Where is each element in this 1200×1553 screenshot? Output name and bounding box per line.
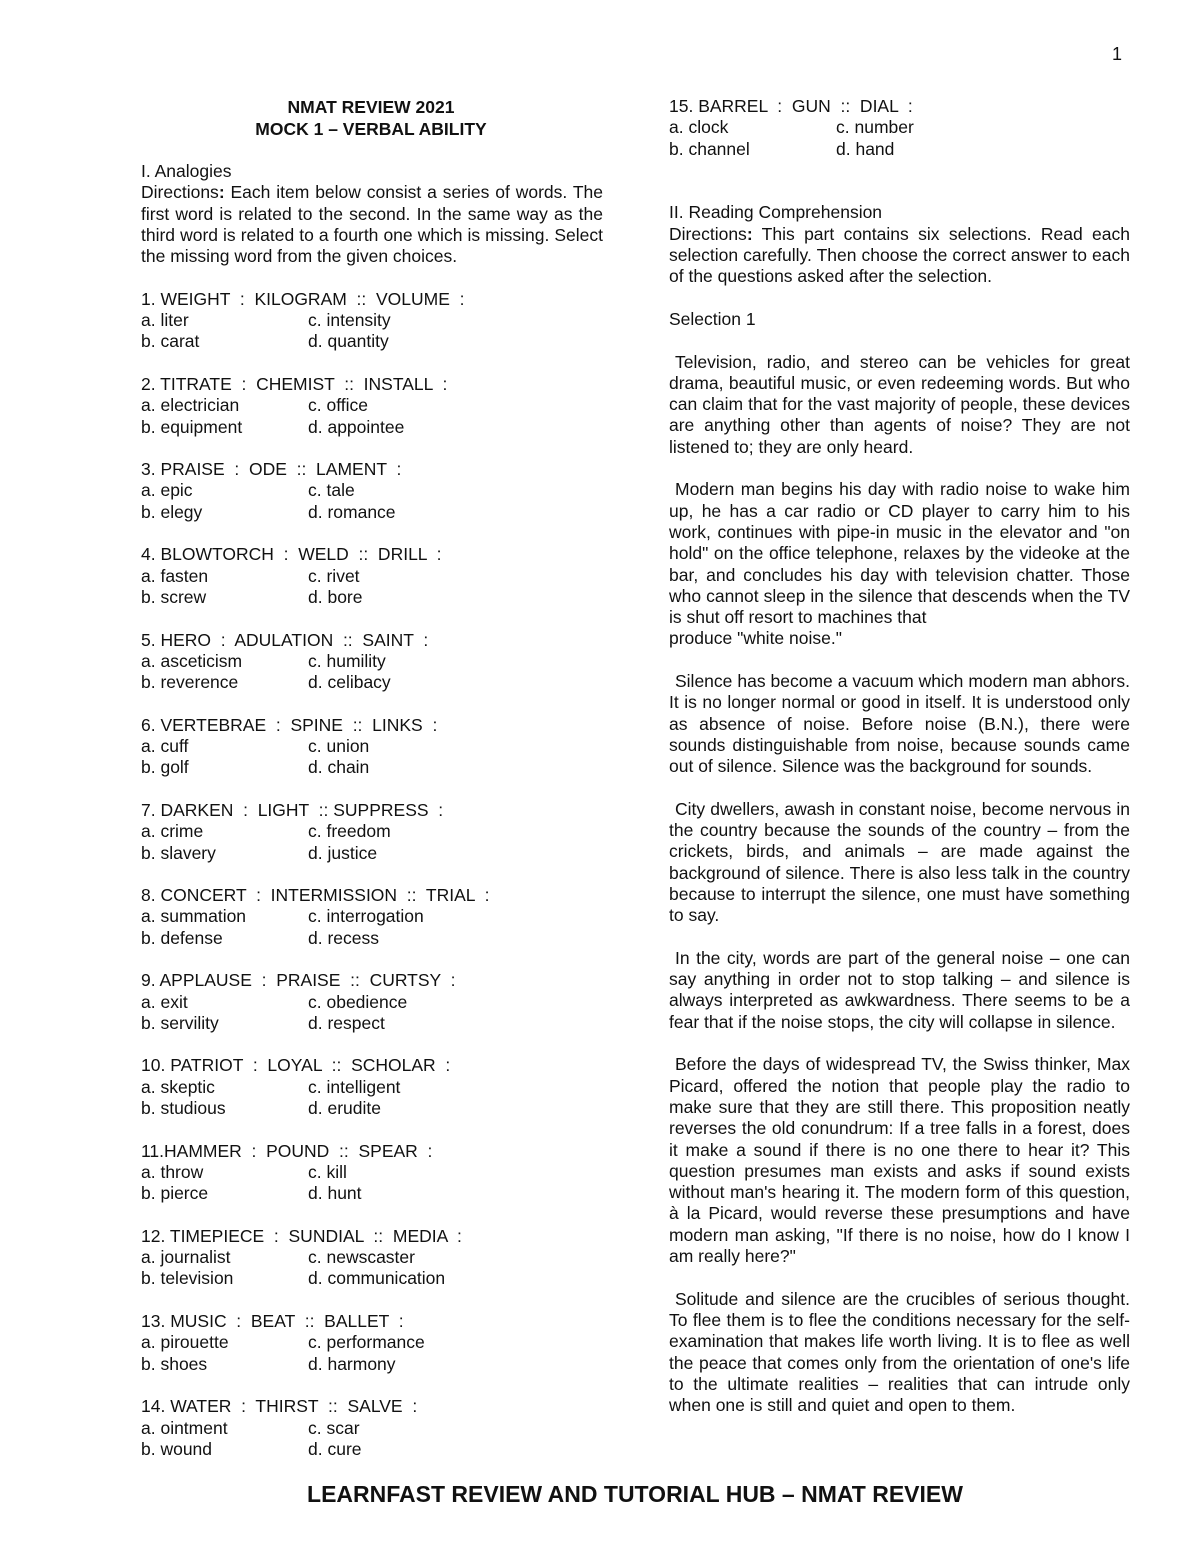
reading-directions xyxy=(669,224,1130,288)
option-a: a. throw xyxy=(141,1161,204,1182)
option-b: b. wound xyxy=(141,1438,213,1459)
paragraph-3: Silence has become a vacuum which modern man abhors. It is no longer normal or good in itself. It is understood only as absence of noise. Before noise (B.N.), there were sounds distinguishable from noise, because sounds came out of silence. Silence was the background for sounds. xyxy=(669,671,1130,777)
directions-text: This part contains six selections. Read each selection carefully. Then choose the correct answer to each of the questions asked after the selection. xyxy=(669,223,1130,287)
paragraph-7: Solitude and silence are the crucibles of serious thought. To flee them is to flee the conditions necessary for the self-examination that makes life worth living. It is to flee as well the peace that comes only from the orientation of one's life to the ultimate realities – realities that can intrude only when one is still and quiet and open to them. xyxy=(669,1288,1130,1416)
question-stem: 5. HERO : ADULATION :: SAINT : xyxy=(141,629,429,650)
question-item-5 xyxy=(141,630,603,694)
option-a: a. clock xyxy=(669,117,729,138)
option-c: c. obedience xyxy=(308,991,408,1012)
question-item-13 xyxy=(141,1311,603,1375)
option-d: d. hand xyxy=(836,138,895,159)
option-b: b. carat xyxy=(141,331,200,352)
option-c: c. humility xyxy=(308,650,386,671)
question-item-8 xyxy=(141,885,603,949)
option-a: a. journalist xyxy=(141,1247,231,1268)
option-d: d. cure xyxy=(308,1438,362,1459)
option-a: a. epic xyxy=(141,480,193,501)
left-column xyxy=(141,96,603,1460)
option-a: a. exit xyxy=(141,991,188,1012)
question-stem: 12. TIMEPIECE : SUNDIAL :: MEDIA : xyxy=(141,1225,462,1246)
analogies-directions xyxy=(141,182,603,267)
option-a: a. fasten xyxy=(141,565,209,586)
option-d: d. appointee xyxy=(308,416,405,437)
option-a: a. ointment xyxy=(141,1417,228,1438)
question-item-7 xyxy=(141,800,603,864)
paragraph-1: Television, radio, and stereo can be vehicles for great drama, beautiful music, or even redeeming words. But who can claim that for the vast majority of people, these devices are anything other than agents of noise? They are not listened to; they are only heard. xyxy=(669,351,1130,457)
option-a: a. summation xyxy=(141,906,247,927)
option-c: c. office xyxy=(308,395,368,416)
option-b: b. equipment xyxy=(141,416,243,437)
question-stem: 8. CONCERT : INTERMISSION :: TRIAL : xyxy=(141,885,490,906)
question-item-12 xyxy=(141,1226,603,1290)
option-b: b. studious xyxy=(141,1098,226,1119)
option-c: c. intelligent xyxy=(308,1076,401,1097)
option-b: b. pierce xyxy=(141,1183,209,1204)
section-title-analogies: I. Analogies xyxy=(141,161,232,181)
document-title: NMAT REVIEW 2021 xyxy=(287,97,455,117)
option-a: a. asceticism xyxy=(141,650,243,671)
question-item-3 xyxy=(141,459,603,523)
directions-label: Directions xyxy=(141,182,219,203)
question-item-1 xyxy=(141,289,603,353)
option-d: d. harmony xyxy=(308,1353,396,1374)
option-a: a. pirouette xyxy=(141,1332,229,1353)
option-d: d. justice xyxy=(308,842,378,863)
option-b: b. screw xyxy=(141,586,207,607)
option-a: a. liter xyxy=(141,310,189,331)
option-b: b. shoes xyxy=(141,1353,208,1374)
option-c: c. performance xyxy=(308,1332,425,1353)
option-d: d. quantity xyxy=(308,331,389,352)
option-c: c. intensity xyxy=(308,310,391,331)
question-stem: 1. WEIGHT : KILOGRAM :: VOLUME : xyxy=(141,288,465,309)
option-b: b. slavery xyxy=(141,842,216,863)
question-stem: 4. BLOWTORCH : WELD :: DRILL : xyxy=(141,544,442,565)
option-a: a. electrician xyxy=(141,395,240,416)
option-b: b. servility xyxy=(141,1012,219,1033)
option-c: c. interrogation xyxy=(308,906,424,927)
option-c: c. kill xyxy=(308,1161,347,1182)
page-footer: LEARNFAST REVIEW AND TUTORIAL HUB – NMAT REVIEW xyxy=(307,1481,963,1507)
option-d: d. chain xyxy=(308,757,370,778)
paragraph-6: Before the days of widespread TV, the Swiss thinker, Max Picard, offered the notion that people play the radio to make sure that they are still there. This proposition neatly reverses the old conundrum: If a tree falls in a forest, does it make a sound if there is no one there to hear it? This question presumes man exists and asks if sound exists without man's hearing it. The modern form of this question, à la Picard, would reverse these presumptions and have modern man asking, "If there is no noise, how do I know I am really here?" xyxy=(669,1054,1130,1267)
option-c: c. rivet xyxy=(308,565,360,586)
option-b: b. channel xyxy=(669,138,750,159)
question-item-10 xyxy=(141,1055,603,1119)
option-a: a. skeptic xyxy=(141,1076,215,1097)
option-d: d. erudite xyxy=(308,1098,381,1119)
document-subtitle: MOCK 1 – VERBAL ABILITY xyxy=(255,119,487,139)
option-d: d. hunt xyxy=(308,1183,362,1204)
right-column xyxy=(669,96,1130,1416)
question-stem: 14. WATER : THIRST :: SALVE : xyxy=(141,1396,418,1417)
directions-text: Each item below consist a series of words. The first word is related to the second. In the same way as the third word is related to a fourth one which is missing. Select the missing word from the given choices. xyxy=(141,182,603,267)
option-b: b. golf xyxy=(141,757,189,778)
option-b: b. television xyxy=(141,1268,234,1289)
question-stem: 6. VERTEBRAE : SPINE :: LINKS : xyxy=(141,714,438,735)
paragraph-4: City dwellers, awash in constant noise, become nervous in the country because the sounds of the country – from the crickets, birds, and animals – are made against the background of silence. There is also less talk in the country because to interrupt the silence, one must have something to say. xyxy=(669,798,1130,926)
question-item-11 xyxy=(141,1141,603,1205)
option-a: a. crime xyxy=(141,821,204,842)
option-a: a. cuff xyxy=(141,736,189,757)
option-c: c. number xyxy=(836,117,914,138)
question-stem: 3. PRAISE : ODE :: LAMENT : xyxy=(141,459,402,480)
question-item-4 xyxy=(141,544,603,608)
option-b: b. reverence xyxy=(141,672,239,693)
directions-label: Directions xyxy=(669,223,747,244)
directions-colon: : xyxy=(218,182,225,203)
paragraph-2-end: produce "white noise." xyxy=(669,628,842,649)
selection-title: Selection 1 xyxy=(669,308,756,329)
question-stem: 9. APPLAUSE : PRAISE :: CURTSY : xyxy=(141,970,456,991)
question-stem: 2. TITRATE : CHEMIST :: INSTALL : xyxy=(141,373,448,394)
option-b: b. elegy xyxy=(141,501,203,522)
option-d: d. bore xyxy=(308,586,363,607)
question-stem: 11.HAMMER : POUND :: SPEAR : xyxy=(141,1140,433,1161)
option-d: d. recess xyxy=(308,927,379,948)
option-d: d. communication xyxy=(308,1268,446,1289)
question-item-15 xyxy=(669,96,1130,160)
analogy-list xyxy=(141,267,603,1460)
option-d: d. celibacy xyxy=(308,672,391,693)
option-c: c. scar xyxy=(308,1417,360,1438)
question-item-14 xyxy=(141,1396,603,1460)
option-c: c. union xyxy=(308,736,370,757)
question-stem: 10. PATRIOT : LOYAL :: SCHOLAR : xyxy=(141,1055,451,1076)
option-d: d. romance xyxy=(308,501,396,522)
question-stem: 7. DARKEN : LIGHT :: SUPPRESS : xyxy=(141,799,444,820)
question-stem: 13. MUSIC : BEAT :: BALLET : xyxy=(141,1311,404,1332)
option-d: d. respect xyxy=(308,1012,385,1033)
question-stem: 15. BARREL : GUN :: DIAL : xyxy=(669,96,913,116)
option-b: b. defense xyxy=(141,927,223,948)
page-number: 1 xyxy=(1112,44,1123,64)
option-c: c. freedom xyxy=(308,821,391,842)
paragraph-2: Modern man begins his day with radio noise to wake him up, he has a car radio or CD player to carry him to his work, continues with pipe-in music in the elevator and "on hold" on the office telephone, relaxes by the videoke at the bar, and concludes his day with television chatter. Those who cannot sleep in the silence that descends when the TV is shut off resort to machines that xyxy=(669,479,1130,628)
option-c: c. newscaster xyxy=(308,1247,415,1268)
question-item-9 xyxy=(141,970,603,1034)
section-title-reading: II. Reading Comprehension xyxy=(669,202,883,223)
option-c: c. tale xyxy=(308,480,355,501)
question-item-2 xyxy=(141,374,603,438)
directions-colon: : xyxy=(746,223,753,244)
paragraph-5: In the city, words are part of the general noise – one can say anything in order not to stop talking – and silence is always interpreted as awkwardness. There seems to be a fear that if the noise stops, the city will collapse in silence. xyxy=(669,947,1130,1032)
question-item-6 xyxy=(141,715,603,779)
